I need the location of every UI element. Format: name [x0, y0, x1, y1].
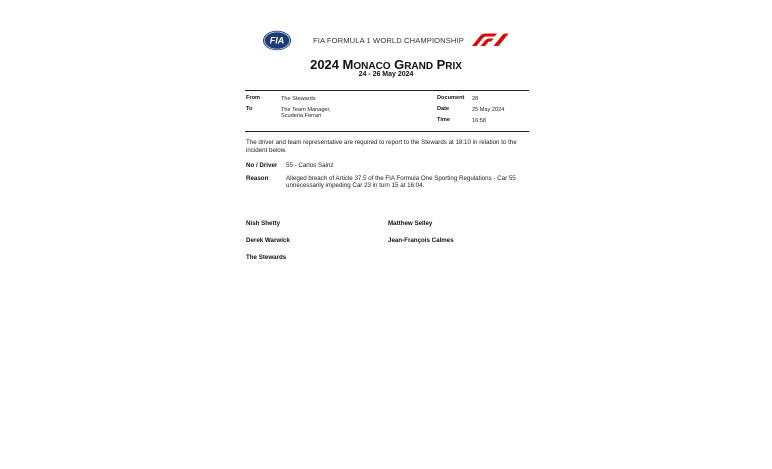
f1-logo-icon [470, 33, 509, 46]
event-dates: 24 - 26 May 2024 [358, 71, 414, 78]
date-value: 25 May 2024 [472, 107, 505, 113]
document-value: 28 [472, 96, 479, 102]
fia-logo-text: FIA [269, 35, 285, 46]
signatory-1: Nish Shetty [246, 220, 281, 227]
time-value: 16:58 [472, 118, 486, 124]
reason-value: Alleged breach of Article 37.5 of the FIA Formula One Sporting Regulations - Car 55 unnecessarily impeding Car 23 in turn 15 at 16:04. [286, 175, 516, 190]
page-title: 2024 MONACO GRAND PRIX [310, 57, 462, 72]
signatory-4: Jean-François Calmes [388, 237, 454, 244]
to-label: To [246, 106, 253, 112]
from-label: From [246, 95, 260, 101]
signatory-2: Matthew Selley [388, 220, 433, 227]
divider-top [245, 90, 529, 91]
time-label: Time [437, 117, 450, 123]
intro-paragraph: The driver and team representative are required to report to the Stewards at 18:10 in relation to the incident below. [246, 139, 517, 154]
to-value-line1: The Team Manager, [281, 107, 331, 113]
reason-label: Reason [246, 175, 269, 182]
driver-value: 55 - Carlos Sainz [286, 162, 334, 169]
stewards-footer: The Stewards [246, 254, 287, 261]
from-value: The Stewards [281, 96, 316, 102]
fia-logo-icon [262, 30, 292, 51]
driver-label: No / Driver [246, 162, 278, 169]
date-label: Date [437, 106, 450, 112]
championship-name: FIA FORMULA 1 WORLD CHAMPIONSHIP [313, 36, 464, 45]
signatory-3: Derek Warwick [246, 237, 290, 244]
to-value-line2: Scuderia Ferrari [281, 113, 322, 119]
document-label: Document [437, 95, 465, 101]
divider-bottom [245, 131, 529, 132]
